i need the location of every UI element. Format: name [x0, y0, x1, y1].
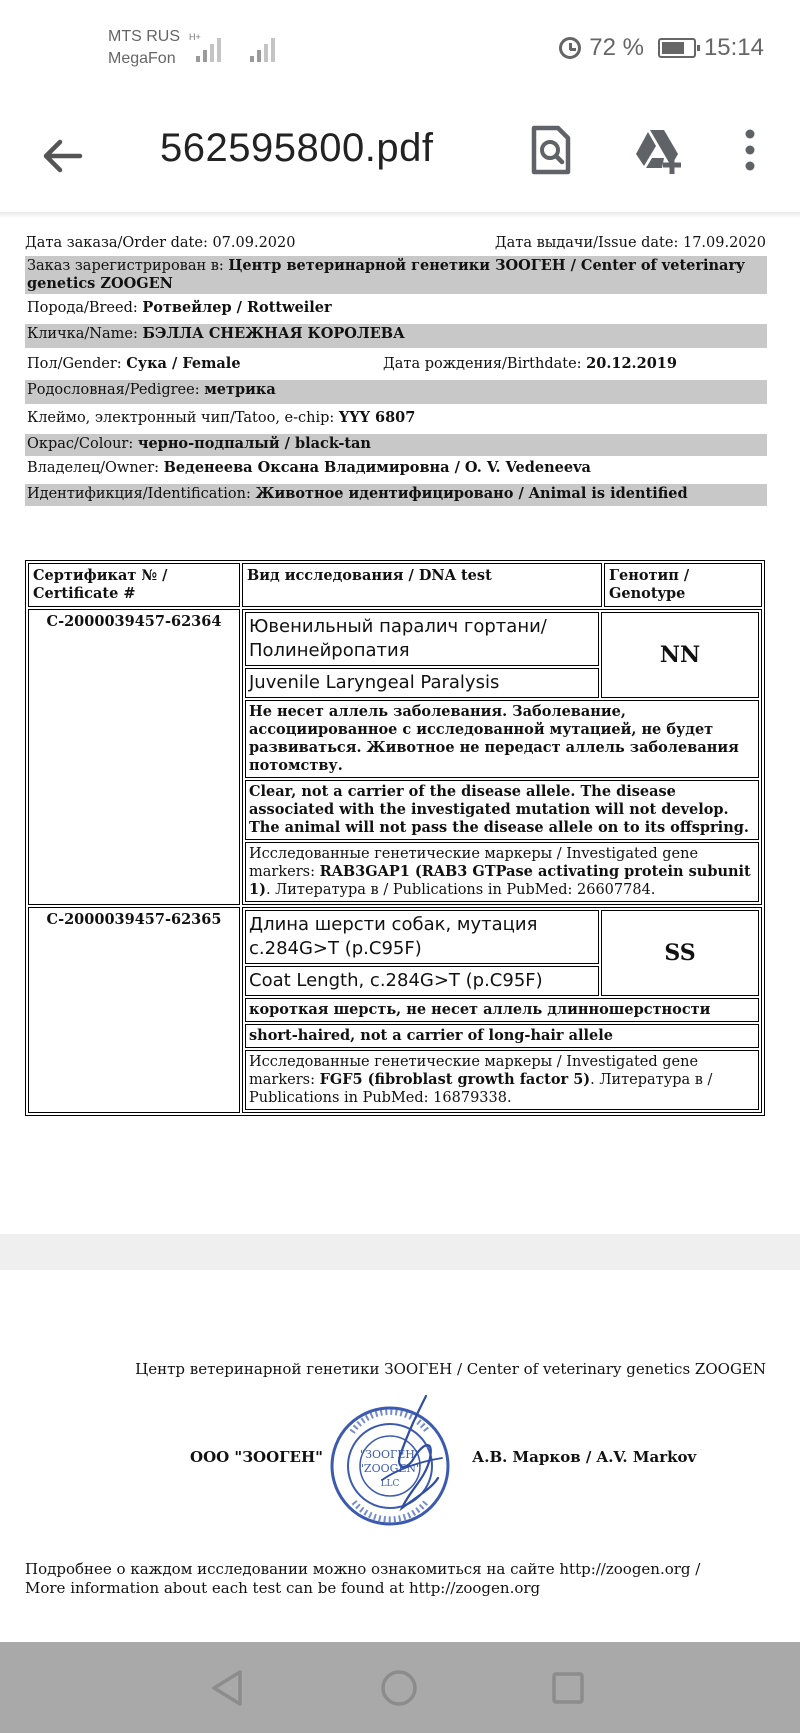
result-ru: короткая шерсть, не несет аллель длинношерстности [245, 998, 759, 1022]
navigation-bar [0, 1642, 800, 1733]
back-triangle-icon[interactable] [204, 1664, 252, 1712]
table-row [28, 907, 762, 1113]
file-title: 562595800.pdf [160, 126, 434, 170]
center-name: Центр ветеринарной генетики ЗООГЕН / Center of veterinary genetics ZOOGEN [135, 1360, 766, 1378]
certificate-number: C-2000039457-62364 [28, 609, 240, 905]
breed-row: Порода/Breed: Ротвейлер / Rottweiler [27, 299, 332, 316]
test-name-ru: Ювенильный паралич гортани/Полинейропатия [245, 612, 599, 666]
test-cell [242, 609, 762, 905]
certificate-table [25, 560, 765, 1116]
back-arrow-icon[interactable] [40, 134, 84, 178]
battery-icon [658, 38, 696, 58]
issue-date: Дата выдачи/Issue date: 17.09.2020 [494, 235, 766, 251]
gene-markers: Исследованные генетические маркеры / Investigated gene markers: RAB3GAP1 (RAB3 GTPase activating protein subunit 1). Литература в / Publications in PubMed: 26607784. [245, 842, 759, 902]
clock: 15:14 [703, 34, 764, 61]
date-row [25, 234, 766, 252]
name-row: Кличка/Name: БЭЛЛА СНЕЖНАЯ КОРОЛЕВА [25, 324, 767, 348]
home-circle-icon[interactable] [375, 1664, 423, 1712]
genotype-value: NN [601, 612, 759, 698]
page-shadow [0, 212, 800, 218]
header-certificate: Сертификат № / Certificate # [28, 563, 240, 607]
svg-text:"ЗООГЕН": "ЗООГЕН" [360, 1448, 420, 1461]
app-bar [0, 100, 800, 212]
registered-row: Заказ зарегистрирован в: Центр ветеринарной генетики ЗООГЕН / Center of veterinary genetics ZOOGEN [25, 256, 767, 294]
page-separator [0, 1234, 800, 1270]
genotype-value: SS [601, 910, 759, 996]
svg-text:"ZOOGEN": "ZOOGEN" [358, 1462, 422, 1475]
status-right [559, 34, 764, 62]
alarm-icon [559, 37, 581, 59]
drive-add-icon[interactable] [630, 122, 686, 178]
test-name-ru: Длина шерсти собак, мутация c.284G>T (p.C95F) [245, 910, 599, 964]
test-cell [242, 907, 762, 1113]
company-seal-icon [322, 1392, 462, 1532]
identification-row: Идентификция/Identification: Животное идентифицировано / Animal is identified [25, 484, 767, 506]
certificate-number: C-2000039457-62365 [28, 907, 240, 1113]
carrier-2: MegaFon [108, 50, 176, 67]
gender-row: Пол/Gender: Сука / Female Дата рождения/Birthdate: 20.12.2019 [27, 355, 677, 372]
chip-row: Клеймо, электронный чип/Tatoo, e-chip: YYY 6807 [27, 409, 416, 426]
test-name-en: Coat Length, c.284G>T (p.C95F) [245, 966, 599, 996]
gene-markers: Исследованные генетические маркеры / Investigated gene markers: FGF5 (fibroblast growth factor 5). Литература в / Publications in PubMed: 16879338. [245, 1050, 759, 1110]
result-en: short-haired, not a carrier of long-hair allele [245, 1024, 759, 1048]
test-detail [243, 610, 761, 904]
header-test: Вид исследования / DNA test [242, 563, 602, 607]
signer-name: А.В. Марков / A.V. Markov [472, 1448, 697, 1466]
org-name: ООО "ЗООГЕН" [190, 1448, 323, 1466]
result-ru: Не несет аллель заболевания. Заболевание, ассоциированное с исследованной мутацией, не будет развиваться. Животное не передаст аллель заболевания потомству. [245, 700, 759, 778]
order-date: Дата заказа/Order date: 07.09.2020 [25, 235, 296, 251]
recents-square-icon[interactable] [544, 1664, 592, 1712]
status-bar [0, 0, 800, 100]
pdf-page-1[interactable] [0, 212, 800, 1234]
pedigree-row: Родословная/Pedigree: метрика [25, 380, 767, 404]
carrier-names [108, 26, 180, 70]
header-genotype: Генотип / Genotype [604, 563, 762, 607]
more-vert-icon[interactable] [722, 122, 778, 178]
test-name-en: Juvenile Laryngeal Paralysis [245, 668, 599, 698]
signal-1-icon [196, 34, 221, 62]
more-info-text: Подробнее о каждом исследовании можно ознакомиться на сайте http://zoogen.org / More information about each test can be found at http://zoogen.org [25, 1560, 701, 1597]
colour-row: Окрас/Colour: черно-подпалый / black-tan [25, 434, 767, 456]
pdf-page-2[interactable] [0, 1270, 800, 1642]
battery-percent: 72 % [589, 34, 644, 61]
carrier-1: MTS RUS [108, 28, 180, 45]
table-header-row [28, 563, 762, 607]
owner-row: Владелец/Owner: Веденеева Оксана Владимировна / O. V. Vedeneeva [27, 459, 591, 476]
signal-2-icon [250, 34, 275, 62]
svg-text:LLC: LLC [380, 1479, 400, 1489]
test-detail [243, 908, 761, 1112]
result-en: Clear, not a carrier of the disease allele. The disease associated with the investigated mutation will not develop. The animal will not pass the disease allele on to its offspring. [245, 780, 759, 840]
search-document-icon[interactable] [522, 122, 578, 178]
network-type: H+ [189, 32, 201, 42]
table-row [28, 609, 762, 905]
